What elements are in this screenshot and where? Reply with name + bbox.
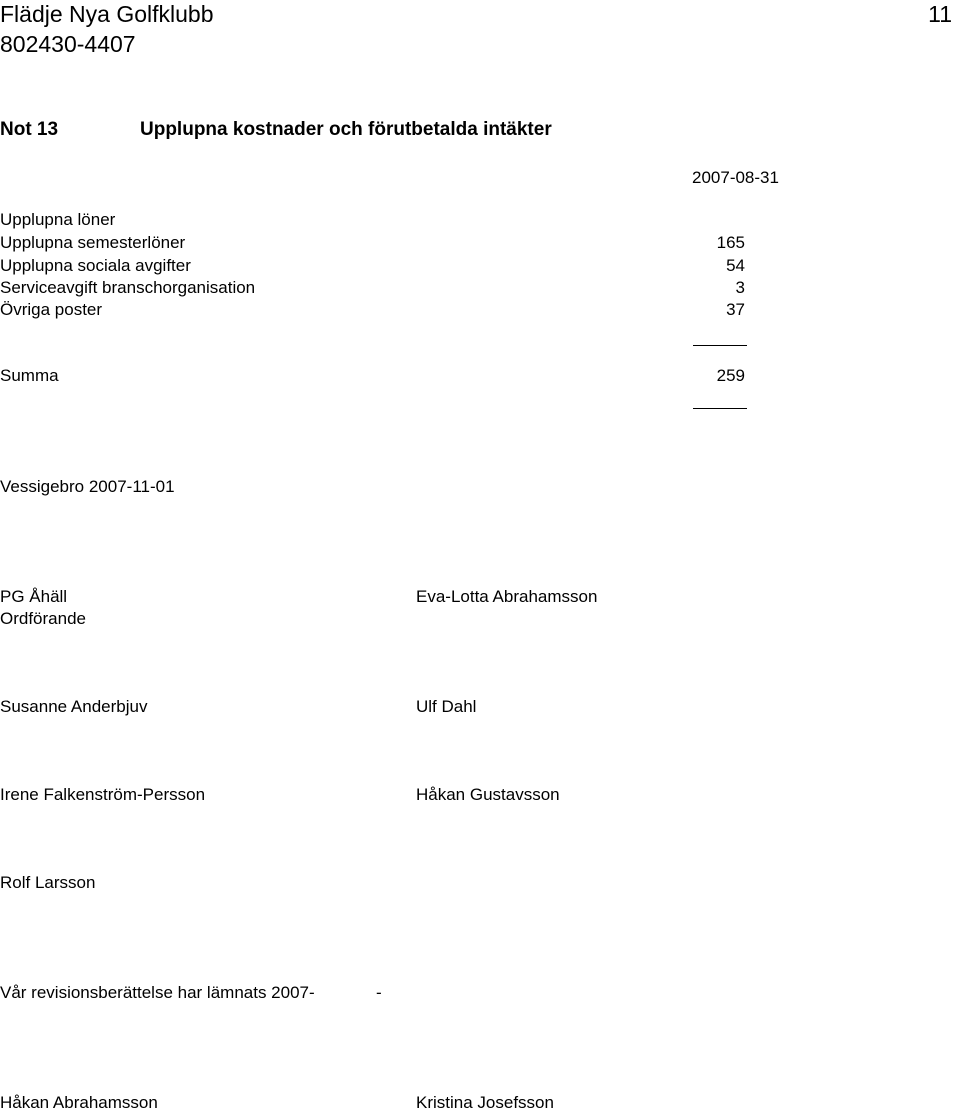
row-label: Övriga poster	[0, 300, 103, 319]
note-label: Not 13	[0, 119, 59, 140]
page-number: 11	[928, 1, 952, 27]
signatory-name: Ulf Dahl	[416, 697, 477, 716]
note-title: Upplupna kostnader och förutbetalda intäkter	[140, 119, 552, 140]
auditor-name: Håkan Abrahamsson	[0, 1093, 158, 1112]
row-label: Upplupna semesterlöner	[0, 233, 186, 252]
place-date: Vessigebro 2007-11-01	[0, 477, 175, 496]
row-label: Upplupna löner	[0, 210, 116, 229]
row-value: 165	[716, 233, 745, 252]
signatory-name: Susanne Anderbjuv	[0, 697, 148, 716]
signatory-name: Håkan Gustavsson	[416, 785, 560, 804]
row-value: 37	[726, 300, 745, 319]
row-label: Serviceavgift branschorganisation	[0, 278, 256, 297]
signatory-name: Rolf Larsson	[0, 873, 96, 892]
org-name: Flädje Nya Golfklubb	[0, 1, 214, 27]
auditor-name: Kristina Josefsson	[416, 1093, 554, 1112]
row-value: 54	[726, 256, 745, 275]
row-label: Upplupna sociala avgifter	[0, 256, 191, 275]
sum-rule-top	[693, 345, 747, 346]
column-date: 2007-08-31	[692, 168, 779, 187]
row-value: 3	[735, 278, 745, 297]
sum-rule-bottom	[693, 408, 747, 409]
org-number: 802430-4407	[0, 31, 136, 57]
signatory-name: PG Åhäll	[0, 587, 68, 606]
audit-statement-dash: -	[376, 983, 382, 1002]
signatory-name: Irene Falkenström-Persson	[0, 785, 206, 804]
sum-label: Summa	[0, 366, 59, 385]
signatory-name: Eva-Lotta Abrahamsson	[416, 587, 598, 606]
signatory-title: Ordförande	[0, 609, 86, 628]
sum-value: 259	[716, 366, 745, 385]
audit-statement: Vår revisionsberättelse har lämnats 2007-	[0, 983, 315, 1002]
